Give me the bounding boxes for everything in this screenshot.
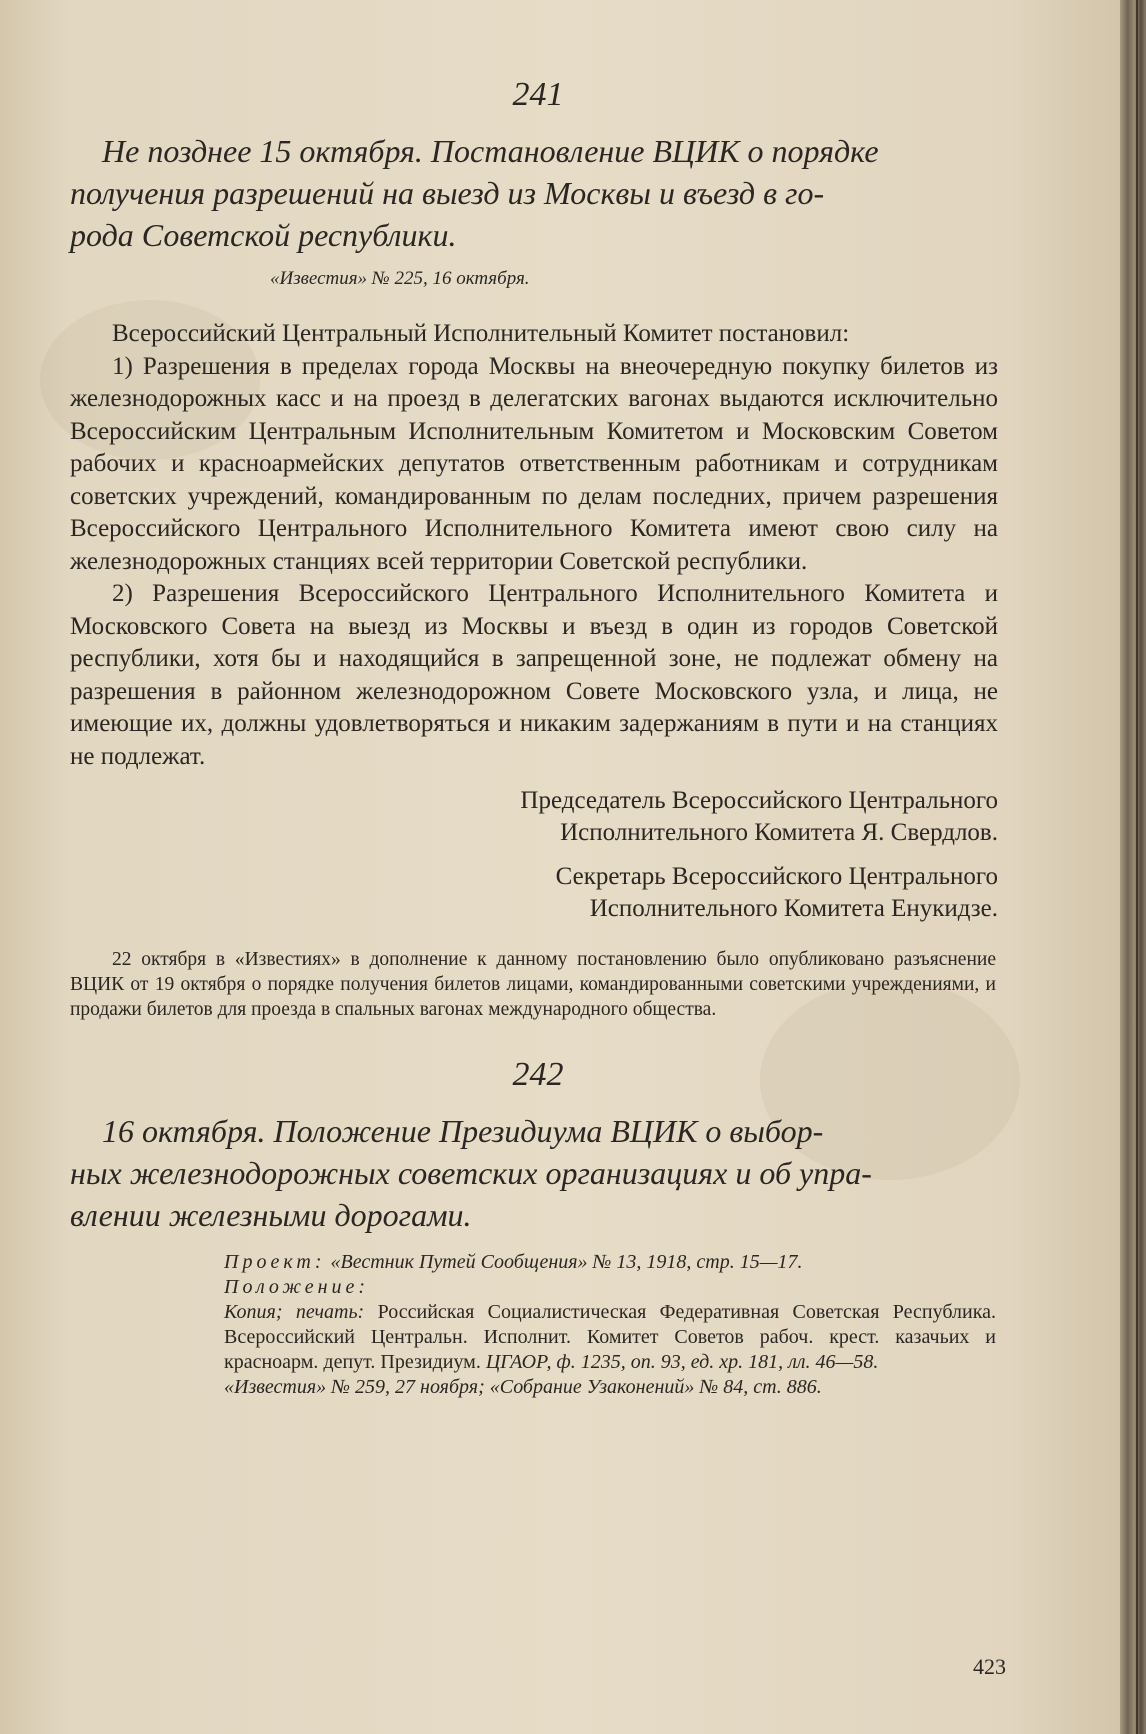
title-line: ных железнодорожных советских организациях и об упра- <box>70 1155 872 1191</box>
meta-publication <box>224 1375 996 1400</box>
paragraph-preamble: Всероссийский Центральный Исполнительный Комитет постановил: <box>112 320 850 347</box>
meta-project <box>224 1250 996 1275</box>
signature-line: Исполнительного Комитета Я. Свердлов. <box>560 819 998 846</box>
title-line: 16 октября. Положение Президиума ВЦИК о выбор- <box>102 1113 824 1149</box>
publication-reference: «Известия» № 259, 27 ноября; «Собрание Узаконений» № 84, ст. 886. <box>224 1376 822 1398</box>
meta-label: Копия; печать: <box>224 1301 365 1323</box>
document-title <box>70 1110 1000 1236</box>
meta-statute <box>224 1275 996 1300</box>
signature-line: Председатель Всероссийского Центрального <box>520 787 998 814</box>
meta-label: Проект: <box>224 1251 326 1273</box>
spine-edge <box>1136 0 1138 1734</box>
meta-value: Российская Социалистическая Федеративная Советская Республика. Всероссийский Центральн. Исполнит. Комитет Советов рабоч. крест. казачьих и красноарм. депут. Президиум. <box>224 1301 997 1373</box>
signature-chairman <box>70 785 1006 849</box>
meta-label: Положение: <box>224 1276 370 1298</box>
title-line: получения разрешений на выезд из Москвы и въезд в го- <box>70 175 825 211</box>
document-title <box>70 130 1000 256</box>
archival-metadata <box>224 1250 1006 1400</box>
page-number: 423 <box>973 1654 1006 1679</box>
meta-copy <box>224 1300 996 1375</box>
signature-secretary <box>70 861 1006 925</box>
title-line: рода Советской республики. <box>70 217 457 253</box>
meta-value: «Вестник Путей Сообщения» № 13, 1918, стр. 15—17. <box>330 1251 803 1273</box>
document-number: 241 <box>512 76 564 113</box>
editorial-note: 22 октября в «Известиях» в дополнение к данному постановлению было опубликовано разъяснение ВЦИК от 19 октября о порядке получения билетов лицами, командированными советскими учреждениями, и продажи билетов для проезда в спальных вагонах международного общества. <box>70 949 996 1020</box>
document-number: 242 <box>512 1056 564 1093</box>
source-citation: «Известия» № 225, 16 октября. <box>270 268 530 289</box>
signature-line: Секретарь Всероссийского Центрального <box>555 863 998 890</box>
title-line: Не позднее 15 октября. Постановление ВЦИК о порядке <box>102 133 879 169</box>
paragraph-2: 2) Разрешения Всероссийского Центрального Исполнительного Комитета и Московского Совета на выезд из Москвы и въезд в один из городов Советской республики, хотя бы и находящийся в запрещенной зоне, не подлежат обмену на разрешения в районном железнодорожном Совете Московского узла, и лица, не имеющие их, должны удовлетворяться и никаким задержаниям в пути и на станциях не подлежат. <box>70 580 998 770</box>
book-spine <box>1120 0 1146 1734</box>
paragraph-1: 1) Разрешения в пределах города Москвы на внеочередную покупку билетов из железнодорожных касс и на проезд в делегатских вагонах выдаются исключительно Всероссийским Центральным Исполнительным Комитетом и Московским Советом рабочих и красноармейских депутатов ответственным работникам и сотрудникам советских учреждений, командированным по делам последних, причем разрешения Всероссийского Центрального Исполнительного Комитета имеют свою силу на железнодорожных станциях всей территории Советской республики. <box>70 352 998 575</box>
title-line: влении железными дорогами. <box>70 1197 472 1233</box>
archive-reference: ЦГАОР, ф. 1235, оп. 93, ед. хр. 181, лл. 46—58. <box>485 1351 879 1373</box>
signature-line: Исполнительного Комитета Енукидзе. <box>589 895 998 922</box>
page-content <box>70 72 1006 1400</box>
